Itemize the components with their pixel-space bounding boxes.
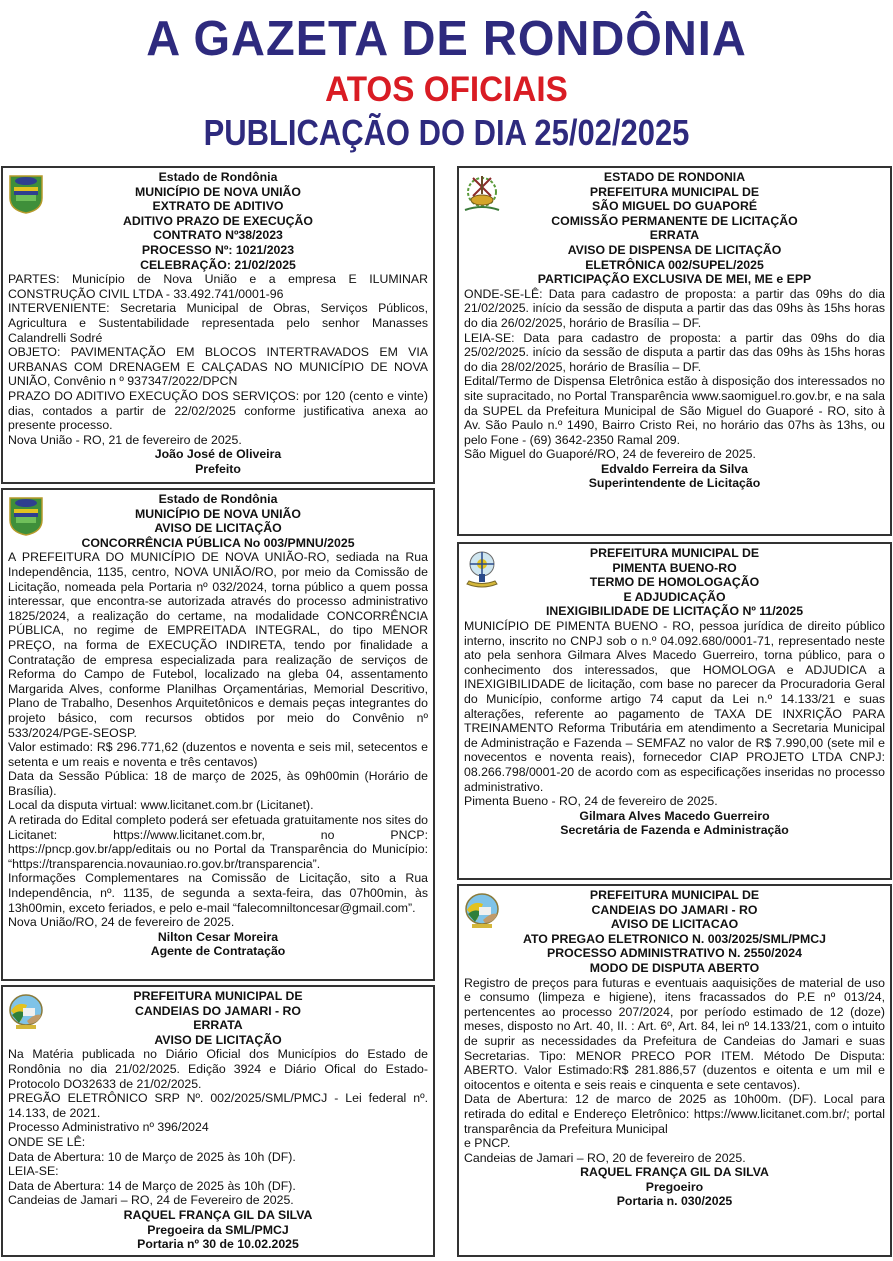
notice-paragraph: São Miguel do Guaporé/RO, 24 de fevereiro de 2025. — [464, 447, 756, 462]
signatory-name: Edvaldo Ferreira da Silva — [601, 461, 748, 476]
notice-signature — [8, 1208, 428, 1252]
notice-paragraph: Candeias de Jamari – RO, 20 de fevereiro de 2025. — [464, 1150, 746, 1165]
notice-header-line: MUNICÍPIO DE NOVA UNIÃO — [134, 184, 301, 199]
notice-header-line: CONCORRÊNCIA PÚBLICA No 003/PMNU/2025 — [81, 535, 355, 550]
notice-candeias-errata — [1, 985, 435, 1257]
notice-candeias-aviso-licitacao — [457, 884, 892, 1257]
notice-body — [8, 550, 428, 929]
notice-paragraph: PRAZO DO ADITIVO EXECUÇÃO DOS SERVIÇOS: por 120 (cento e vinte) dias, contados a partir de 22/02/2025 conforme justificativa anexa ao presente processo. — [8, 388, 428, 433]
notice-paragraph: OBJETO: PAVIMENTAÇÃO EM BLOCOS INTERTRAVADOS EM VIA URBANAS COM DRENAGEM E CALÇADAS NO MUNICÍPIO DE NOVA UNIÃO, Convênio n º 937347/2022/DPCN — [8, 345, 428, 389]
notice-signature — [464, 1165, 885, 1209]
notice-nova-uniao-aviso-licitacao — [1, 488, 435, 981]
notice-header-line: PREFEITURA MUNICIPAL DE — [589, 888, 760, 902]
notice-nova-uniao-extrato-aditivo — [1, 166, 435, 484]
notice-header-line: ADITIVO PRAZO DE EXECUÇÃO — [123, 213, 313, 228]
sao-miguel-coat-of-arms-icon — [463, 172, 501, 214]
notice-body — [464, 976, 885, 1166]
notice-header-line: AVISO DE LICITACAO — [610, 917, 739, 932]
notice-paragraph: Pimenta Bueno - RO, 24 de fevereiro de 2025. — [464, 794, 718, 809]
notice-header-line: PROCESSO ADMINISTRATIVO N. 2550/2024 — [547, 946, 802, 961]
signatory-name: João José de Oliveira — [154, 447, 282, 462]
notice-paragraph: Edital/Termo de Dispensa Eletrônica estão à disposição dos interessados no site supracitado, no Portal Transparência www.saomiguel.ro.gov.br, e na sala da SUPEL da Prefeitura Municipal de São Miguel do Guaporé - RO, sito à Av. São Paulo n.º 1490, Bairro Cristo Rei, no horário das 07hs às 13hs, ou pelo Fone - (69) 3642-2350 Ramal 209. — [464, 374, 885, 447]
notice-header-line: PREFEITURA MUNICIPAL DE — [133, 989, 303, 1003]
notice-paragraph: Registro de preços para futuras e eventuais aaquisições de material de uso e consumo (limpeza e higiene), itens fracassados do P.E nº 013/24, pertencentes ao processo 207/2024, por período estimado de 12 (doze) meses, disposto no Art. 40, II. : Art. 6º, Art. 84, lei nº 14.133/21, com o intuito de suprir as necessidades da Prefeitura de Candeias do Jamari e suas Secretarias. Tipo: MENOR PRECO POR ITEM. Método De Disputa: ABERTO. Valor Estimado:R$ 281.886,57 (duzentos e oitenta e um mil e oitocentos e oitenta e seis reais e cinquenta e sete centavos). — [464, 975, 885, 1092]
notice-paragraph: Nova União/RO, 24 de fevereiro de 2025. — [8, 915, 235, 930]
notice-paragraph: MUNICÍPIO DE PIMENTA BUENO - RO, pessoa jurídica de direito público interno, inscrito no CNPJ sob o n.º 04.092.680/0001-71, representado neste ato pela senhora Gilmara Alves Macedo Guerreiro, torna público, para o conhecimento dos interessados, que HOMOLOGA e ADJUDICA a INEXIGIBILIDADE de licitação, com base no parecer da Procuradoria Geral do Município, conforme artigo 74 caput da Lei n.º 14.133/21 e suas alterações, referente ao pagamento de TAXA DE INXRIÇÃO PARA TREINAMENTO Reforma Tributária em atendimento a Secretaria Municipal de Administração e Fazenda – SEMFAZ no valor de R$ 7.990,00 (sete mil e novecentos e noventa reais), fornecedor CIAP PROJETO LTDA CNPJ: 08.266.798/0001-20 de acordo com as especificações inseridas no processo administrativo. — [464, 618, 885, 794]
masthead — [0, 0, 893, 160]
notice-header-line: CANDEIAS DO JAMARI - RO — [134, 1003, 301, 1018]
notice-header — [8, 170, 428, 272]
notice-paragraph: Data de Abertura: 10 de Março de 2025 às 10h (DF). — [8, 1149, 296, 1164]
notice-paragraph: Candeias de Jamari – RO, 24 de Fevereiro de 2025. — [8, 1193, 294, 1208]
notice-paragraph: LEIA-SE: — [8, 1164, 59, 1179]
notice-header-line: TERMO DE HOMOLOGAÇÃO — [589, 575, 760, 590]
notice-paragraph: ONDE-SE-LÊ: Data para cadastro de proposta: a partir das 09hs do dia 21/02/2025. início da sessão de disputa a partir das das 09hs às 15hs horas do dia 26/02/2025, horário de Brasília – DF. — [464, 286, 885, 330]
signatory-name: RAQUEL FRANÇA GIL DA SILVA — [580, 1165, 769, 1180]
notice-paragraph: A retirada do Edital completo poderá ser efetuada gratuitamente nos sites do Licitanet: https://www.licitanet.com.br, no PNCP: https://pncp.gov.br/app/editais ou no Portal da Transparência do Município: “https://transparencia.novauniao.ro.gov.br/transparencia”. — [8, 813, 428, 871]
notice-header — [8, 492, 428, 550]
notice-header-line: AVISO DE LICITAÇÃO — [154, 521, 282, 536]
notice-paragraph: INTERVENIENTE: Secretaria Municipal de Obras, Serviços Públicos, Agricultura e Sustentabilidade representada pelo senhor Manasses Calandrelli Sodré — [8, 301, 428, 345]
notice-header-line: SÃO MIGUEL DO GUAPORÉ — [591, 199, 758, 214]
signatory-title: Superintendente de Licitação — [588, 476, 761, 491]
notice-header — [464, 888, 885, 976]
notice-signature — [464, 809, 885, 838]
notice-paragraph: PARTES: Município de Nova União e a empresa E ILUMINAR CONSTRUÇÃO CIVIL LTDA - 33.492.741/0001-96 — [8, 272, 428, 301]
signatory-name: Gilmara Alves Macedo Guerreiro — [579, 808, 770, 823]
notice-header-line: MODO DE DISPUTA ABERTO — [589, 960, 760, 975]
notice-header — [464, 170, 885, 287]
notice-signature — [464, 462, 885, 491]
notice-header-line: E ADJUDICAÇÃO — [623, 589, 726, 604]
notice-header-line: ERRATA — [649, 228, 700, 243]
notice-header-line: CONTRATO Nº38/2023 — [153, 228, 283, 243]
notice-header-line: Estado de Rondônia — [158, 492, 278, 506]
nova-uniao-coat-of-arms-icon — [7, 172, 45, 214]
signatory-title: Pregoeiro — [645, 1179, 704, 1194]
notice-paragraph: e PNCP. — [464, 1136, 511, 1151]
signatory-title: Portaria n. 030/2025 — [616, 1194, 733, 1209]
signatory-name: RAQUEL FRANÇA GIL DA SILVA — [123, 1207, 313, 1222]
section-title: ATOS OFICIAIS — [325, 70, 568, 109]
candeias-do-jamari-coat-of-arms-icon — [7, 991, 45, 1033]
notice-header-line: ATO PREGAO ELETRONICO N. 003/2025/SML/PMCJ — [523, 931, 826, 946]
notice-paragraph: Informações Complementares na Comissão de Licitação, sito a Rua Independência, nº. 1135, de segunda a sexta-feira, das 07h00min, às 13h00min, exceto feriados, e pelo e-mail “falecomniltoncesar@gmail.com”. — [8, 871, 428, 915]
notice-paragraph: A PREFEITURA DO MUNICÍPIO DE NOVA UNIÃO-RO, sediada na Rua Independência, 1135, centro, NOVA UNIÃO/RO, por meio da Comissão de Licitação, nomeada pela Portaria nº 032/2024, torna público a quem possa interessar, que encontra-se autorizada através do processo administrativo 1825/2024, a realização do certame, na modalidade CONCORRÊNCIA PÚBLICA, no regime de EMPREITADA INTEGRAL, do tipo MENOR PREÇO, na forma de EXECUÇÃO INDIRETA, tendo por finalidade a Contratação de empresa especializada para realização de serviços de Reforma do Campo de Futebol, localizado na gleba 04, assentamento Margarida Alves, conforme Planilhas Orçamentárias, Memorial Descritivo, Plano de Trabalho, Desenhos Arquitetônicos e demais peças integrantes do projeto básico, com recursos obtidos por meio do Convênio nº 533/2024/PGE-SEOSP. — [8, 550, 428, 740]
notice-header-line: CELEBRAÇÃO: 21/02/2025 — [140, 257, 296, 272]
notice-paragraph: Data de Abertura: 14 de Março de 2025 às 10h (DF). — [8, 1178, 296, 1193]
notice-header-line: PREFEITURA MUNICIPAL DE — [589, 546, 760, 560]
notice-paragraph: Processo Administrativo nº 396/2024 — [8, 1120, 209, 1135]
newspaper-title: A GAZETA DE RONDÔNIA — [146, 9, 747, 66]
notice-body — [8, 1047, 428, 1208]
notice-signature — [8, 447, 428, 476]
pimenta-bueno-coat-of-arms-icon — [463, 548, 501, 590]
notice-paragraph: Data de Abertura: 12 de marco de 2025 as 10h00m. (DF). Local para retirada do edital e Endereço Eletrônico: https://www.licitanet.com.br/; portal transparência da Prefeitura Municipal — [464, 1092, 885, 1136]
signatory-title: Agente de Contratação — [150, 944, 286, 959]
notice-signature — [8, 930, 428, 959]
notice-header-line: ESTADO DE RONDONIA — [603, 170, 746, 184]
notice-header-line: MUNICÍPIO DE NOVA UNIÃO — [134, 506, 301, 521]
signatory-name: Nilton Cesar Moreira — [157, 929, 279, 944]
notice-header-line: AVISO DE DISPENSA DE LICITAÇÃO — [567, 242, 782, 257]
signatory-title: Prefeito — [195, 461, 241, 476]
notice-header-line: ERRATA — [193, 1018, 243, 1033]
notice-header-line: AVISO DE LICITAÇÃO — [154, 1032, 282, 1047]
notice-header-line: PIMENTA BUENO-RO — [612, 560, 737, 575]
notice-paragraph: Local da disputa virtual: www.licitanet.com.br (Licitanet). — [8, 798, 314, 813]
notice-paragraph: LEIA-SE: Data para cadastro de proposta: a partir das 09hs do dia 25/02/2025. início da sessão de disputa a partir das das 09hs às 15hs horas do dia 28/02/2025, horário de Brasília – DF. — [464, 330, 885, 374]
notice-body — [464, 287, 885, 462]
notice-paragraph: Valor estimado: R$ 296.771,62 (duzentos e noventa e seis mil, setecentos e setenta e um reais e noventa e três centavos) — [8, 740, 428, 769]
notice-header-line: INEXIGIBILIDADE DE LICITAÇÃO Nº 11/2025 — [545, 604, 804, 619]
notice-body — [8, 272, 428, 447]
notice-body — [464, 619, 885, 809]
notice-paragraph: Nova União - RO, 21 de fevereiro de 2025. — [8, 432, 242, 447]
notice-header-line: PREFEITURA MUNICIPAL DE — [589, 184, 760, 199]
publication-date: PUBLICAÇÃO DO DIA 25/02/2025 — [203, 112, 690, 153]
notice-header-line: EXTRATO DE ADITIVO — [152, 199, 284, 214]
notice-header-line: PARTICIPAÇÃO EXCLUSIVA DE MEI, ME e EPP — [537, 272, 812, 287]
notice-header-line: COMISSÃO PERMANENTE DE LICITAÇÃO — [551, 213, 798, 228]
notice-header-line: Estado de Rondônia — [158, 170, 278, 184]
notice-header-line: CANDEIAS DO JAMARI - RO — [591, 902, 758, 917]
notice-header — [8, 989, 428, 1047]
notice-sao-miguel-errata — [457, 166, 892, 536]
notice-paragraph: Data da Sessão Pública: 18 de março de 2025, às 09h00min (Horário de Brasília). — [8, 769, 428, 798]
signatory-title: Secretária de Fazenda e Administração — [560, 823, 789, 838]
notice-header — [464, 546, 885, 619]
notice-header-line: PROCESSO Nº: 1021/2023 — [141, 242, 295, 257]
notice-pimenta-bueno-homologacao — [457, 542, 892, 880]
signatory-title: Portaria nº 30 de 10.02.2025 — [137, 1237, 299, 1252]
candeias-do-jamari-coat-of-arms-icon — [463, 890, 501, 932]
notice-paragraph: ONDE SE LÊ: — [8, 1134, 86, 1149]
notice-header-line: ELETRÔNICA 002/SUPEL/2025 — [585, 257, 764, 272]
notice-paragraph: Na Matéria publicada no Diário Oficial dos Municípios do Estado de Rondônia no dia 21/02/2025. Edição 3924 e Diário Ofical do Estado-Protocolo DO32633 de 21/02/2025. — [8, 1047, 428, 1091]
notice-paragraph: PREGÃO ELETRÔNICO SRP Nº. 002/2025/SML/PMCJ - Lei federal nº. 14.133, de 2021. — [8, 1091, 428, 1120]
signatory-title: Pregoeira da SML/PMCJ — [147, 1222, 289, 1237]
nova-uniao-coat-of-arms-icon — [7, 494, 45, 536]
